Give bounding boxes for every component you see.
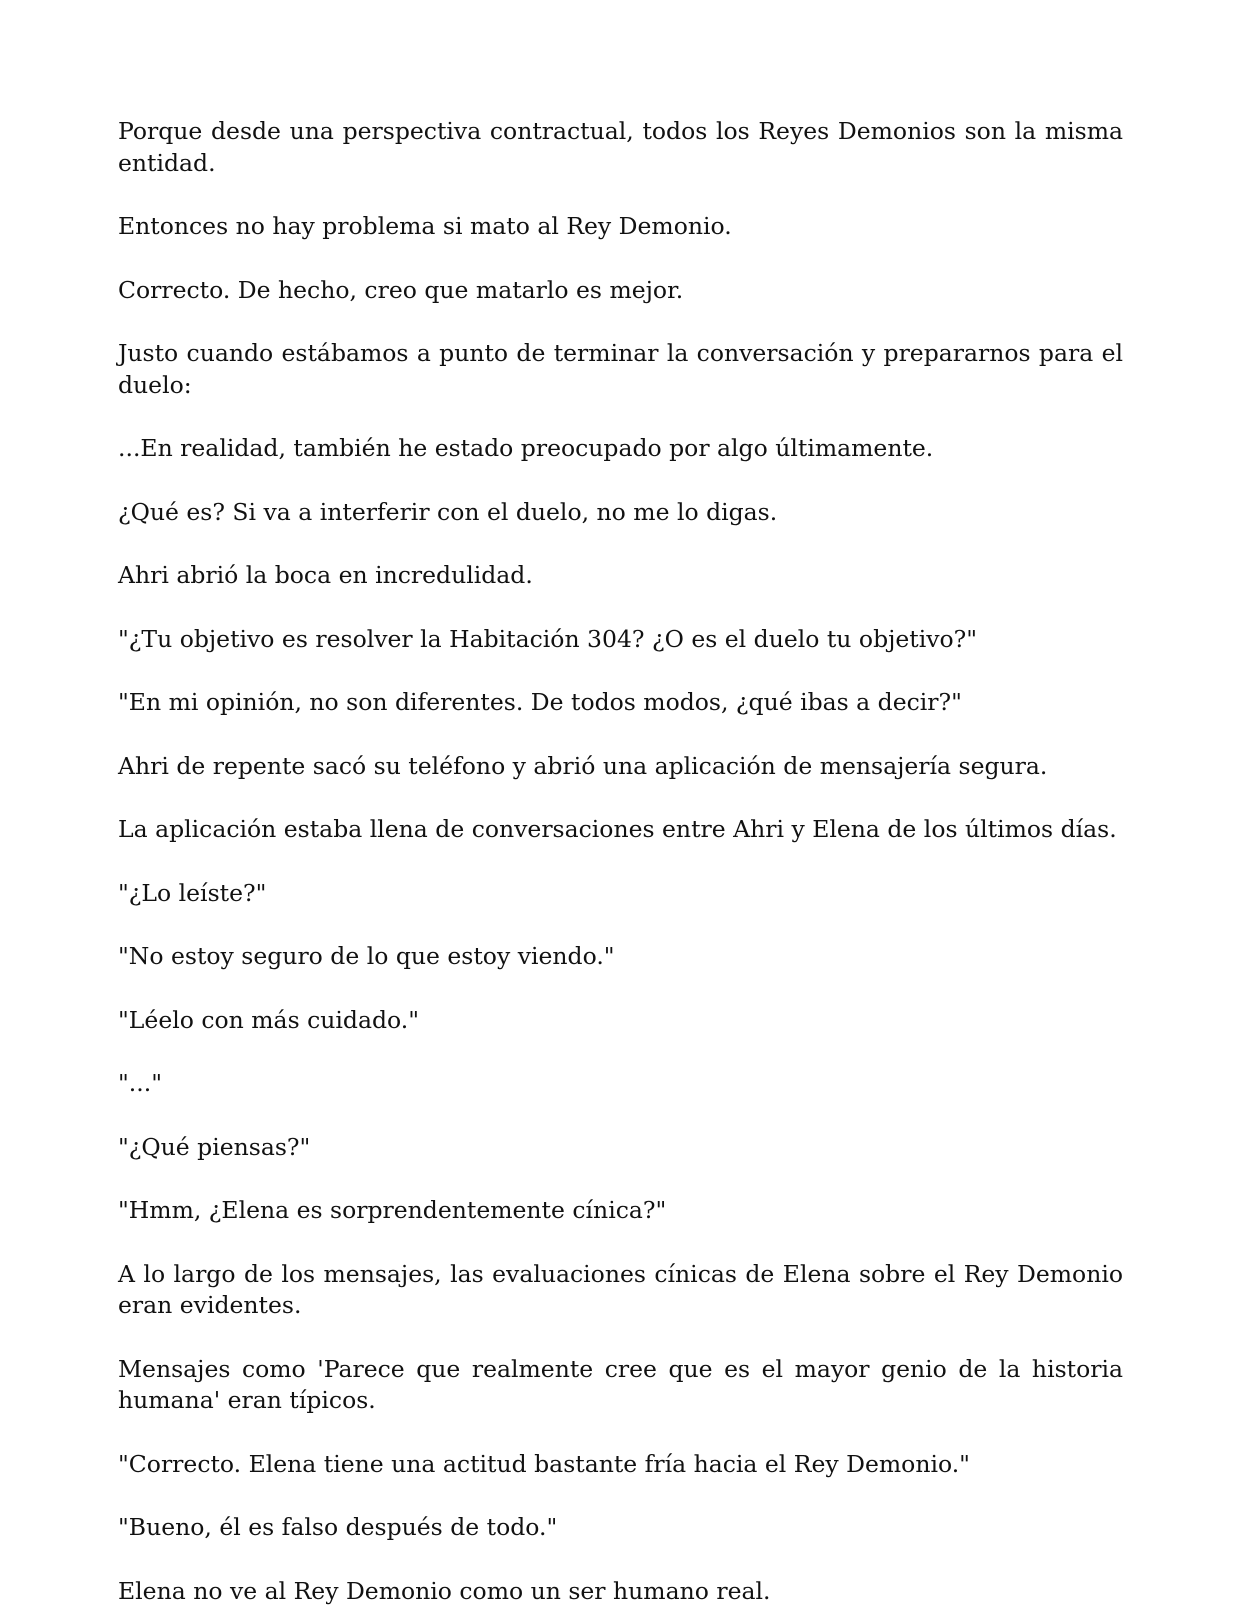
paragraph: Elena no ve al Rey Demonio como un ser humano real. — [118, 1576, 771, 1605]
paragraph: Ahri de repente sacó su teléfono y abrió una aplicación de mensajería segura. — [118, 751, 1048, 780]
paragraph: "En mi opinión, no son diferentes. De todos modos, ¿qué ibas a decir?" — [118, 688, 962, 716]
paragraph: Mensajes como 'Parece que realmente cree que es el mayor genio de la historia humana' eran típicos. — [118, 1354, 1123, 1414]
paragraph: "¿Tu objetivo es resolver la Habitación 304? ¿O es el duelo tu objetivo?" — [118, 624, 978, 653]
document-body — [118, 116, 1123, 1607]
paragraph: ¿Qué es? Si va a interferir con el duelo, no me lo digas. — [118, 497, 778, 526]
paragraph: La aplicación estaba llena de conversaciones entre Ahri y Elena de los últimos días. — [118, 815, 1117, 843]
paragraph: Ahri abrió la boca en incredulidad. — [118, 561, 533, 589]
paragraph: "Hmm, ¿Elena es sorprendentemente cínica?" — [118, 1196, 667, 1224]
paragraph: "No estoy seguro de lo que estoy viendo." — [118, 942, 615, 970]
paragraph: "..." — [118, 1069, 163, 1097]
paragraph: Entonces no hay problema si mato al Rey Demonio. — [118, 212, 732, 240]
paragraph: Correcto. De hecho, creo que matarlo es mejor. — [118, 275, 684, 304]
paragraph: "¿Lo leíste?" — [118, 878, 267, 907]
paragraph: "Léelo con más cuidado." — [118, 1005, 420, 1034]
paragraph: "Correcto. Elena tiene una actitud bastante fría hacia el Rey Demonio." — [118, 1449, 970, 1478]
paragraph: Justo cuando estábamos a punto de terminar la conversación y prepararnos para el duelo: — [118, 339, 1123, 399]
paragraph: Porque desde una perspectiva contractual, todos los Reyes Demonios son la misma entidad. — [118, 117, 1123, 177]
paragraph: A lo largo de los mensajes, las evaluaciones cínicas de Elena sobre el Rey Demonio eran evidentes. — [118, 1259, 1123, 1319]
paragraph: "¿Qué piensas?" — [118, 1132, 311, 1161]
paragraph: ...En realidad, también he estado preocupado por algo últimamente. — [118, 434, 934, 462]
paragraph: "Bueno, él es falso después de todo." — [118, 1513, 558, 1541]
